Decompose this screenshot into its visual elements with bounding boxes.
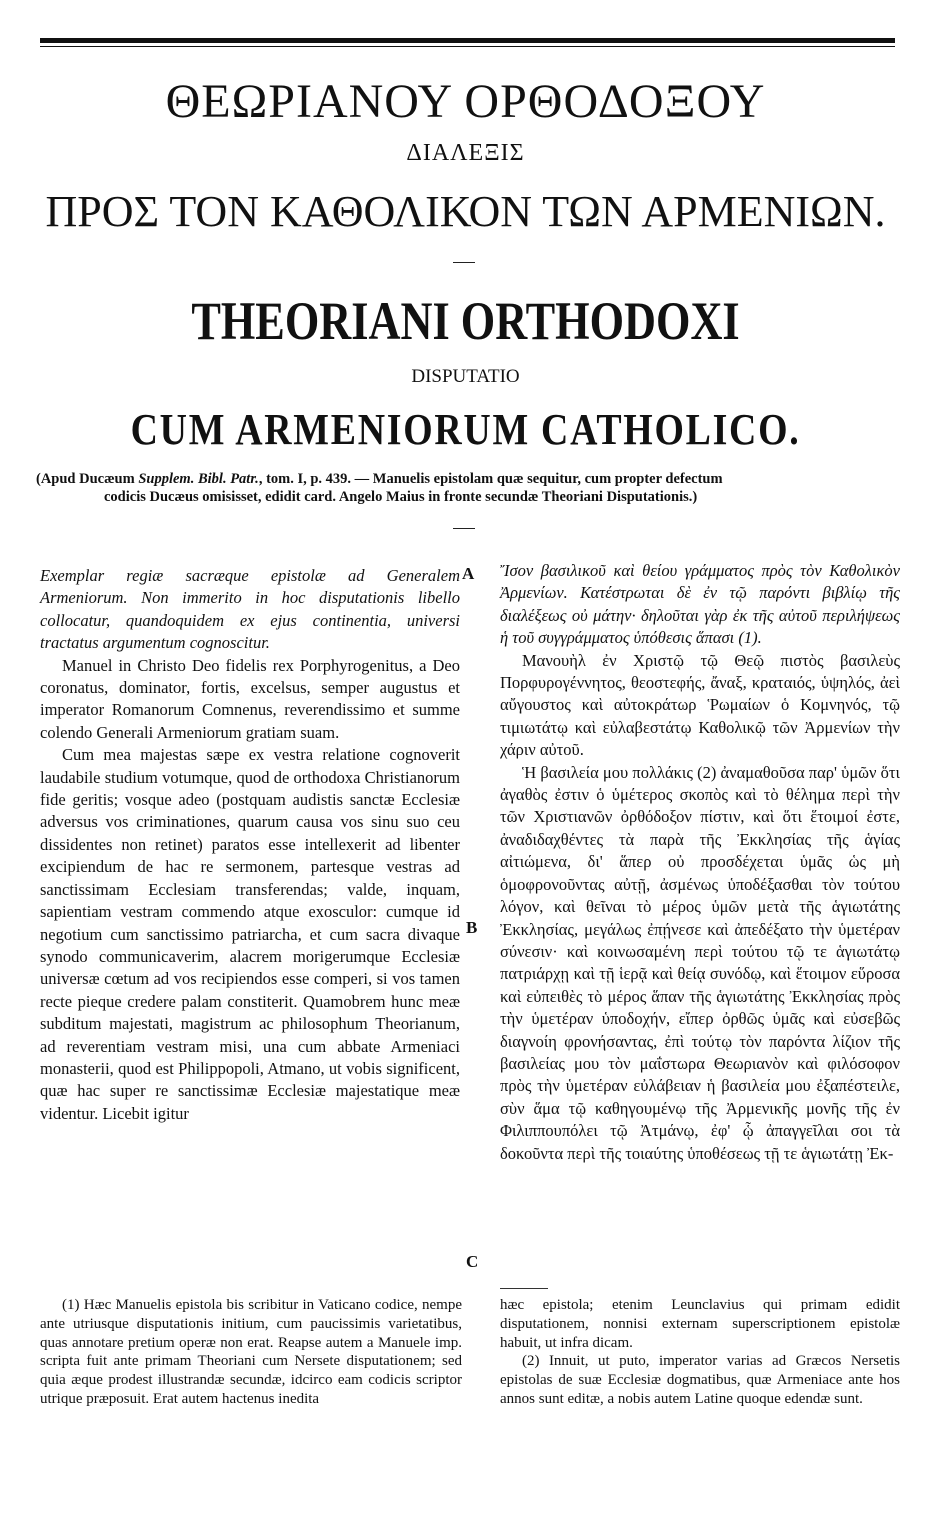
latin-heading-line: CUM ARMENIORUM CATHOLICO. bbox=[130, 405, 801, 454]
top-thick-rule bbox=[40, 38, 895, 43]
top-thin-rule bbox=[40, 46, 895, 47]
latin-epistle-heading: Exemplar regiæ sacræque epistolæ ad Generalem Armeniorum. Non immerito in hoc disputationis libello collocatur, quandoquidem ex ejus continentia, universi tractatus argumentum cognoscitur. bbox=[40, 566, 460, 653]
footnote-1: (1) Hæc Manuelis epistola bis scribitur in Vaticano codice, nempe ante utriusque disputationis initium, cum paucissimis varietatibus, quas annotare pretium operæ non erat. Reapse autem a Manuele imp. scripta fuit ante primam Theoriani cum Nersete disputationem; sed quia æque prodest illustrandæ secundæ, idcirco eam codicis scriptor utrique præposuit. Erat autem hactenus inedita bbox=[40, 1297, 462, 1407]
footnotes-left bbox=[40, 1296, 462, 1409]
latin-salutation-paragraph: Manuel in Christo Deo fidelis rex Porphyrogenitus, a Deo coronatus, dominator, fortis, excelsus, semper augustus et imperator Romanorum Comnenus, reverendissimo et summe colendo Generali Armeniorum gratiam suam. bbox=[40, 655, 460, 742]
latin-subtitle: DISPUTATIO bbox=[411, 366, 520, 387]
source-rest: , tom. I, p. 439. — Manuelis epistolam quæ sequitur, cum propter defectum bbox=[258, 471, 723, 487]
footnote-1-continuation: hæc epistola; etenim Leunclavius qui primam edidit disputationem, nonnisi externam superscriptionem epistolæ habuit, ut infra dicam. bbox=[500, 1297, 900, 1351]
greek-epistle-heading: Ἴσον βασιλικοῦ καὶ θείου γράμματος πρὸς τὸν Καθολικὸν Ἀρμενίων. Κατέστρωται δὲ ἐν τῷ παρόντι βιβλίῳ τῆς διαλέξεως οὐ μάτην· δηλοῦται γὰρ ἐκ τῆς αὐτοῦ περιλήψεως ἡ τοῦ συγγράμματος ὑπόθεσις ἅπασι (1). bbox=[500, 561, 900, 648]
latin-body-paragraph: Cum mea majestas sæpe ex vestra relatione cognoverit laudabile studium votumque, quod de orthodoxa Christianorum fide geritis; vosque adeo (postquam audistis sanctæ Ecclesiæ adversus vos criminationes, quarum causa vos sinu suo ceu dissidentes non retinet) paratos esse intellexerit ad libenter excipiendum de hac re sermonem, partesque vestras ad sanctissimam Ecclesiam transferendas; valde, inquam, sapientiam vestram commendo atque exosculor: cumque id negotium cum sanctissimo patriarcha, et cum sacra divaque synodo communicaverim, alacrem morigerumque Ecclesiæ universæ cœtum ad vos recipiendos esse comperi, si vos tamen recte pieque credere palam constiterit. Quamobrem hunc meæ subditum majestati, magistrum ac philosophum Theorianum, ad reverentiam vestram misi, una cum abbate Armeniaci monasterii, quod est Philippopoli, Atmano, ut vobis significent, quæ hac super re sanctissimæ Ecclesiæ majestatique meæ videntur. Licebit igitur bbox=[40, 745, 460, 1123]
footnote-2: (2) Innuit, ut puto, imperator varias ad Græcos Nersetis epistolas de suæ Ecclesiæ dogmatibus, quæ Armeniace ante hos annos sunt editæ, a nobis autem Latine quoque edendæ sunt. bbox=[500, 1353, 900, 1407]
title-separator-dash bbox=[453, 262, 475, 263]
greek-salutation-paragraph: Μανουὴλ ἐν Χριστῷ τῷ Θεῷ πιστὸς βασιλεὺς Πορφυρογέννητος, θεοστεφής, ἄναξ, κραταιός, ὑψηλός, ἀεὶ αὔγουστος καὶ αὐτοκράτωρ Ῥωμαίων ὁ Κομνηνός, τῷ τιμιωτάτῳ καὶ εὐλαβεστάτῳ Καθολικῷ τῶν Ἀρμενίων τὴν χάριν αὐτοῦ. bbox=[500, 650, 900, 760]
source-prefix: (Apud Ducæum bbox=[36, 471, 139, 487]
greek-subtitle: ΔΙΑΛΕΞΙΣ bbox=[406, 140, 525, 166]
margin-marker-a: A bbox=[462, 564, 475, 583]
greek-title: ΘΕΩΡΙΑΝΟΥ ΟΡΘΟΔΟΞΟΥ bbox=[165, 75, 766, 128]
greek-heading-line: ΠΡΟΣ ΤΟΝ ΚΑΘΟΛΙΚΟΝ ΤΩΝ ΑΡΜΕΝΙΩΝ. bbox=[45, 187, 886, 236]
source-note bbox=[36, 470, 906, 506]
footnotes-right bbox=[500, 1296, 900, 1409]
footnote-rule bbox=[500, 1288, 548, 1289]
latin-column bbox=[40, 565, 460, 1125]
margin-marker-c: C bbox=[466, 1252, 479, 1271]
section-separator-dash bbox=[453, 528, 475, 529]
latin-title: THEORIANI ORTHODOXI bbox=[191, 291, 740, 351]
source-work-title: Supplem. Bibl. Patr. bbox=[138, 471, 259, 487]
greek-body-paragraph: Ἡ βασιλεία μου πολλάκις (2) ἀναμαθοῦσα παρ' ὑμῶν ὅτι ἀγαθὸς ἐστιν ὁ ὑμέτερος σκοπὸς καὶ τὸ θέλημα περὶ τὴν τῶν Χριστιανῶν ὀρθόδοξον πίστιν, καὶ ὅτι ἕτοιμοί ἐστε, ἀναδιδαχθέντες τὰ παρὰ τῆς Ἐκκλησίας τῆς ἁγίας αἰτιώμενα, δι' ἅπερ οὐ προσδέχεται ὑμᾶς ὡς μὴ ὁμοφρονοῦντας αὐτῇ, ἀσμένως ὑποδέξασθαι τὸν τούτου λόγον, καὶ θεῖναι τὸ μέρος ὑμῶν μετὰ τῆς ἁγιωτάτης Ἐκκλησίας, μεγάλως ἐπῄνεσε καὶ ἀπεδέξατο τὴν ὑμετέραν σύνεσιν· καὶ κοινωσαμένη περὶ τούτου τῷ τε ἁγιωτάτῳ πατριάρχῃ καὶ τῇ ἱερᾷ καὶ θείᾳ συνόδῳ, καὶ ἕτοιμον εὕροσα καὶ εὐπειθὲς τὸ μέρος ἅπαν τῆς ἁγιωτάτης Ἐκκλησίας πρὸς τὴν ὑμετέραν ὑποδοχήν, εἴπερ ὀρθῶς ὑμᾶς καὶ εὐσεβῶς διαγνοίη φρονήσαντας, ἐπὶ τούτῳ τὸν παρόντα λίζιον τῆς βασιλείας μου τὸν μαΐστωρα Θεωριανὸν καὶ φιλόσοφον πρὸς τὴν ὑμετέραν εὐλάβειαν ἡ βασιλεία μου ἐξαπέστειλε, σὺν ἅμα τῷ καθηγουμένῳ τῆς Ἀρμενικῆς μονῆς τῆς ἐν Φιλιππουπόλει τῷ Ἀτμάνῳ, ἐφ' ᾧ ἀπαγγεῖλαι σοι τὰ δοκοῦντα περὶ τῆς τοιαύτης ὑποθέσεως τῇ τε ἁγιωτάτῃ Ἐκ- bbox=[500, 762, 900, 1163]
source-note-line-1 bbox=[36, 470, 906, 488]
margin-marker-b: B bbox=[466, 918, 478, 937]
greek-column bbox=[500, 560, 900, 1165]
source-note-line-2: codicis Ducæus omisisset, edidit card. Angelo Maius in fronte secundæ Theoriani Disputationis.) bbox=[104, 489, 698, 505]
